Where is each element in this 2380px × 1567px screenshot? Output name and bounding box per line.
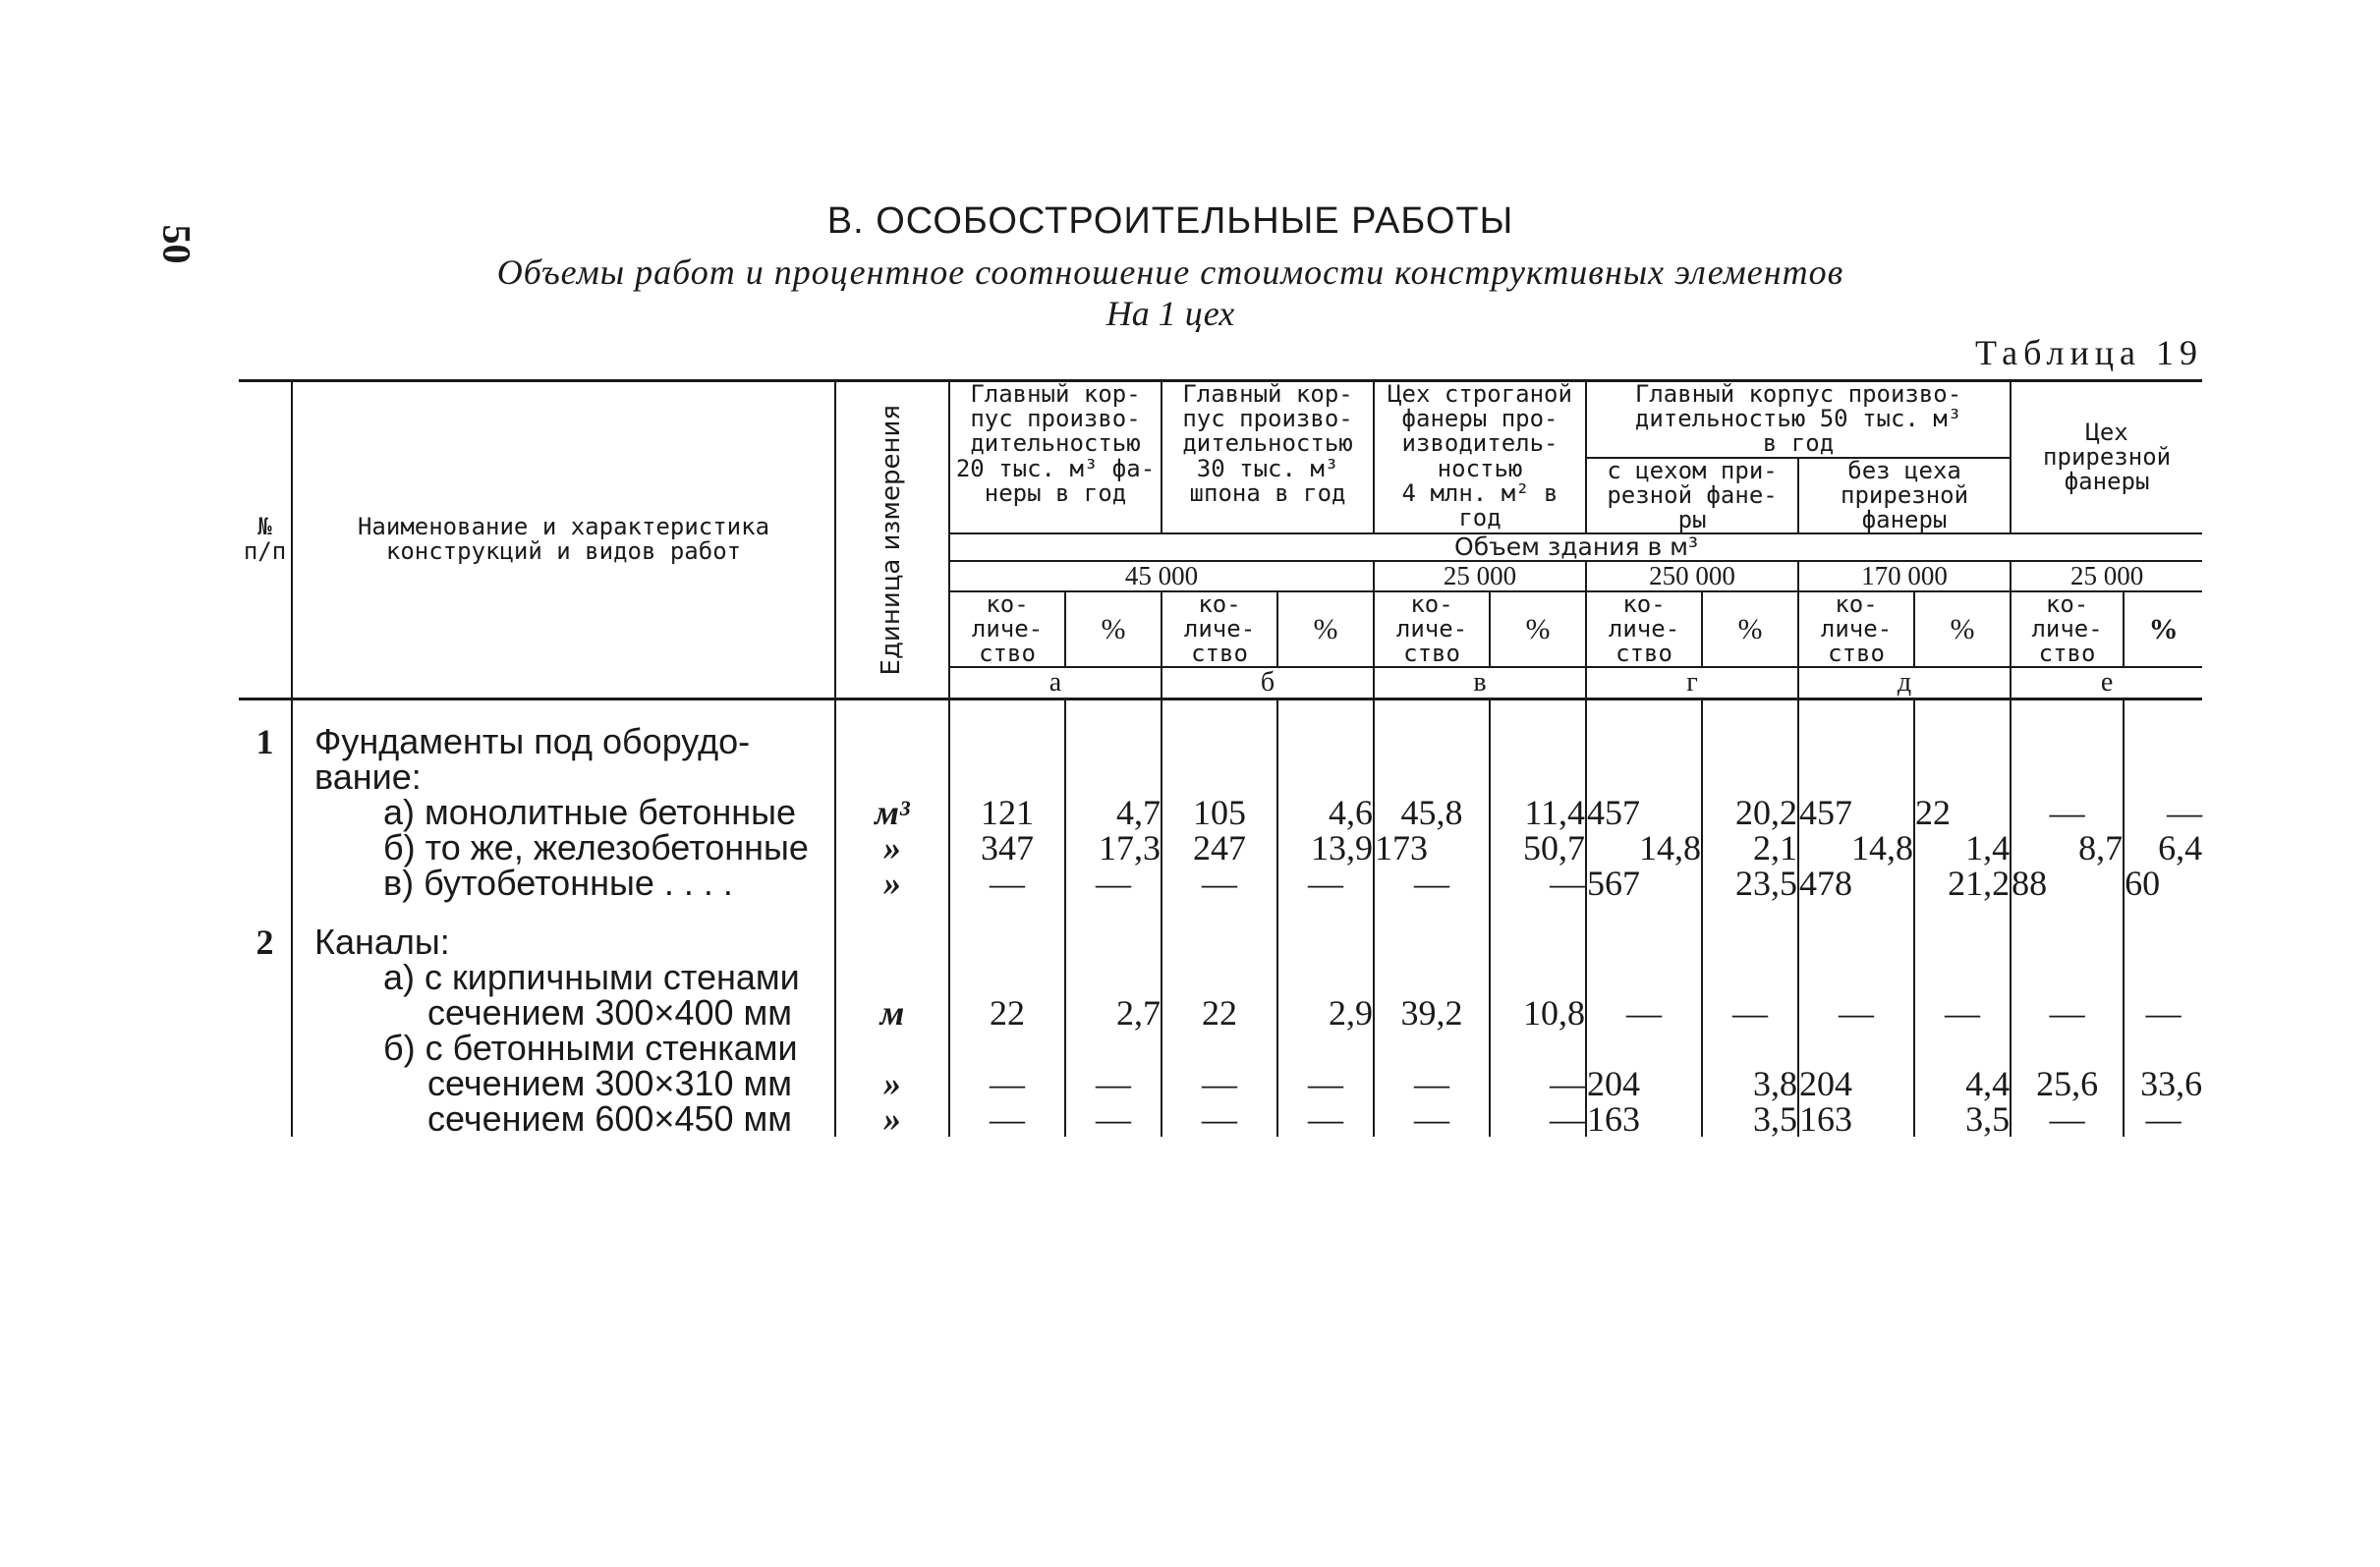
- unit-cell: м » »: [835, 924, 949, 1137]
- header-qty: ко- личе- ство: [949, 591, 1065, 668]
- volume-170000: 170 000: [1798, 561, 2011, 590]
- volume-25000: 25 000: [1374, 561, 1586, 590]
- header-pct: %: [1914, 591, 2011, 668]
- row-number: 1: [255, 721, 274, 761]
- pct-cell: 2,9 — —: [1277, 924, 1374, 1137]
- pct-cell: 11,4 50,7 —: [1490, 699, 1586, 901]
- qty-cell: 457 14,8 567: [1586, 699, 1702, 901]
- table-row: [239, 699, 2202, 901]
- header-name: Наименование и характеристика конструкций и видов работ: [292, 381, 835, 700]
- header-volume-label: Объем здания в м³: [949, 533, 2202, 561]
- pct-cell: — 6,4 60: [2124, 699, 2202, 901]
- pct-cell: 2,7 — —: [1065, 924, 1162, 1137]
- column-letter-f: е: [2011, 667, 2202, 699]
- header-qty: ко- личе- ство: [2011, 591, 2124, 668]
- pct-cell: 4,7 17,3 —: [1065, 699, 1162, 901]
- qty-cell: 45,8 173 —: [1374, 699, 1490, 901]
- header-qty: ко- личе- ство: [1162, 591, 1277, 668]
- header-group-c: Цех строганой фанеры про- изводитель- ностью 4 млн. м² в год: [1374, 381, 1586, 534]
- header-sub-without: без цеха прирезной фанеры: [1798, 458, 2011, 534]
- header-num: № п/п: [243, 513, 287, 566]
- qty-cell: 105 247 —: [1162, 699, 1277, 901]
- section-title: В. ОСОБОСТРОИТЕЛЬНЫЕ РАБОТЫ: [826, 200, 1514, 242]
- qty-cell: — 204 163: [1798, 924, 1914, 1137]
- pct-cell: 10,8 — —: [1490, 924, 1586, 1137]
- qty-cell: — 204 163: [1586, 924, 1702, 1137]
- column-letter-a: а: [949, 667, 1162, 699]
- pct-cell: 22 1,4 21,2: [1914, 699, 2011, 901]
- header-pct: %: [1702, 591, 1798, 668]
- qty-cell: 22 — —: [949, 924, 1065, 1137]
- volume-250000: 250 000: [1586, 561, 1798, 590]
- column-letter-b: б: [1162, 667, 1374, 699]
- pct-cell: — 4,4 3,5: [1914, 924, 2011, 1137]
- qty-cell: 39,2 — —: [1374, 924, 1490, 1137]
- volume-table: [239, 379, 2202, 1137]
- header-qty: ко- личе- ство: [1374, 591, 1490, 668]
- header-pct: %: [1277, 591, 1374, 668]
- header-group-e: Цех прирезной фанеры: [2011, 381, 2202, 534]
- volume-45000: 45 000: [949, 561, 1374, 590]
- header-group-a: Главный кор- пус произво- дительностью 20 тыс. м³ фа- неры в год: [949, 381, 1162, 534]
- header-sub-with: с цехом при- резной фане- ры: [1586, 458, 1798, 534]
- column-letter-e: д: [1798, 667, 2011, 699]
- header-pct: %: [1490, 591, 1586, 668]
- page-number: 50: [154, 224, 199, 264]
- header-group-50k: Главный корпус произво- дительностью 50 тыс. м³ в год: [1586, 381, 2011, 458]
- header-pct: %: [1065, 591, 1162, 668]
- qty-cell: — 8,7 88: [2011, 699, 2124, 901]
- qty-cell: — 25,6 —: [2011, 924, 2124, 1137]
- header-qty: ко- личе- ство: [1586, 591, 1702, 668]
- pct-cell: — 3,8 3,5: [1702, 924, 1798, 1137]
- qty-cell: 22 — —: [1162, 924, 1277, 1137]
- row-name: Фундаменты под оборудо- вание: а) монолитные бетонные б) то же, железобетонные в) бутобетонные . . . .: [292, 699, 835, 901]
- column-letter-d: г: [1586, 667, 1798, 699]
- column-letter-c: в: [1374, 667, 1586, 699]
- pct-cell: 4,6 13,9 —: [1277, 699, 1374, 901]
- header-group-b: Главный кор- пус произво- дительностью 30 тыс. м³ шпона в год: [1162, 381, 1374, 534]
- pct-cell: — 33,6 —: [2124, 924, 2202, 1137]
- header-qty: ко- личе- ство: [1798, 591, 1914, 668]
- qty-cell: 121 347 —: [949, 699, 1065, 901]
- row-number: 2: [255, 922, 274, 962]
- header-unit: Единица измерения: [835, 381, 949, 700]
- volume-25000-e: 25 000: [2011, 561, 2202, 590]
- unit-cell: м³ » »: [835, 699, 949, 901]
- pct-cell: 20,2 2,1 23,5: [1702, 699, 1798, 901]
- unit-note: На 1 цех: [1105, 294, 1235, 333]
- qty-cell: 457 14,8 478: [1798, 699, 1914, 901]
- header-pct: %: [2124, 591, 2202, 668]
- row-name: Каналы: а) с кирпичными стенами сечением 300×400 мм б) с бетонными стенками сечением 300×310 мм сечением 600×450 мм: [292, 924, 835, 1137]
- table-label: Таблица 19: [1975, 333, 2203, 372]
- table-subtitle: Объемы работ и процентное соотношение стоимости конструктивных элементов: [496, 252, 1844, 292]
- table-row: [239, 924, 2202, 1137]
